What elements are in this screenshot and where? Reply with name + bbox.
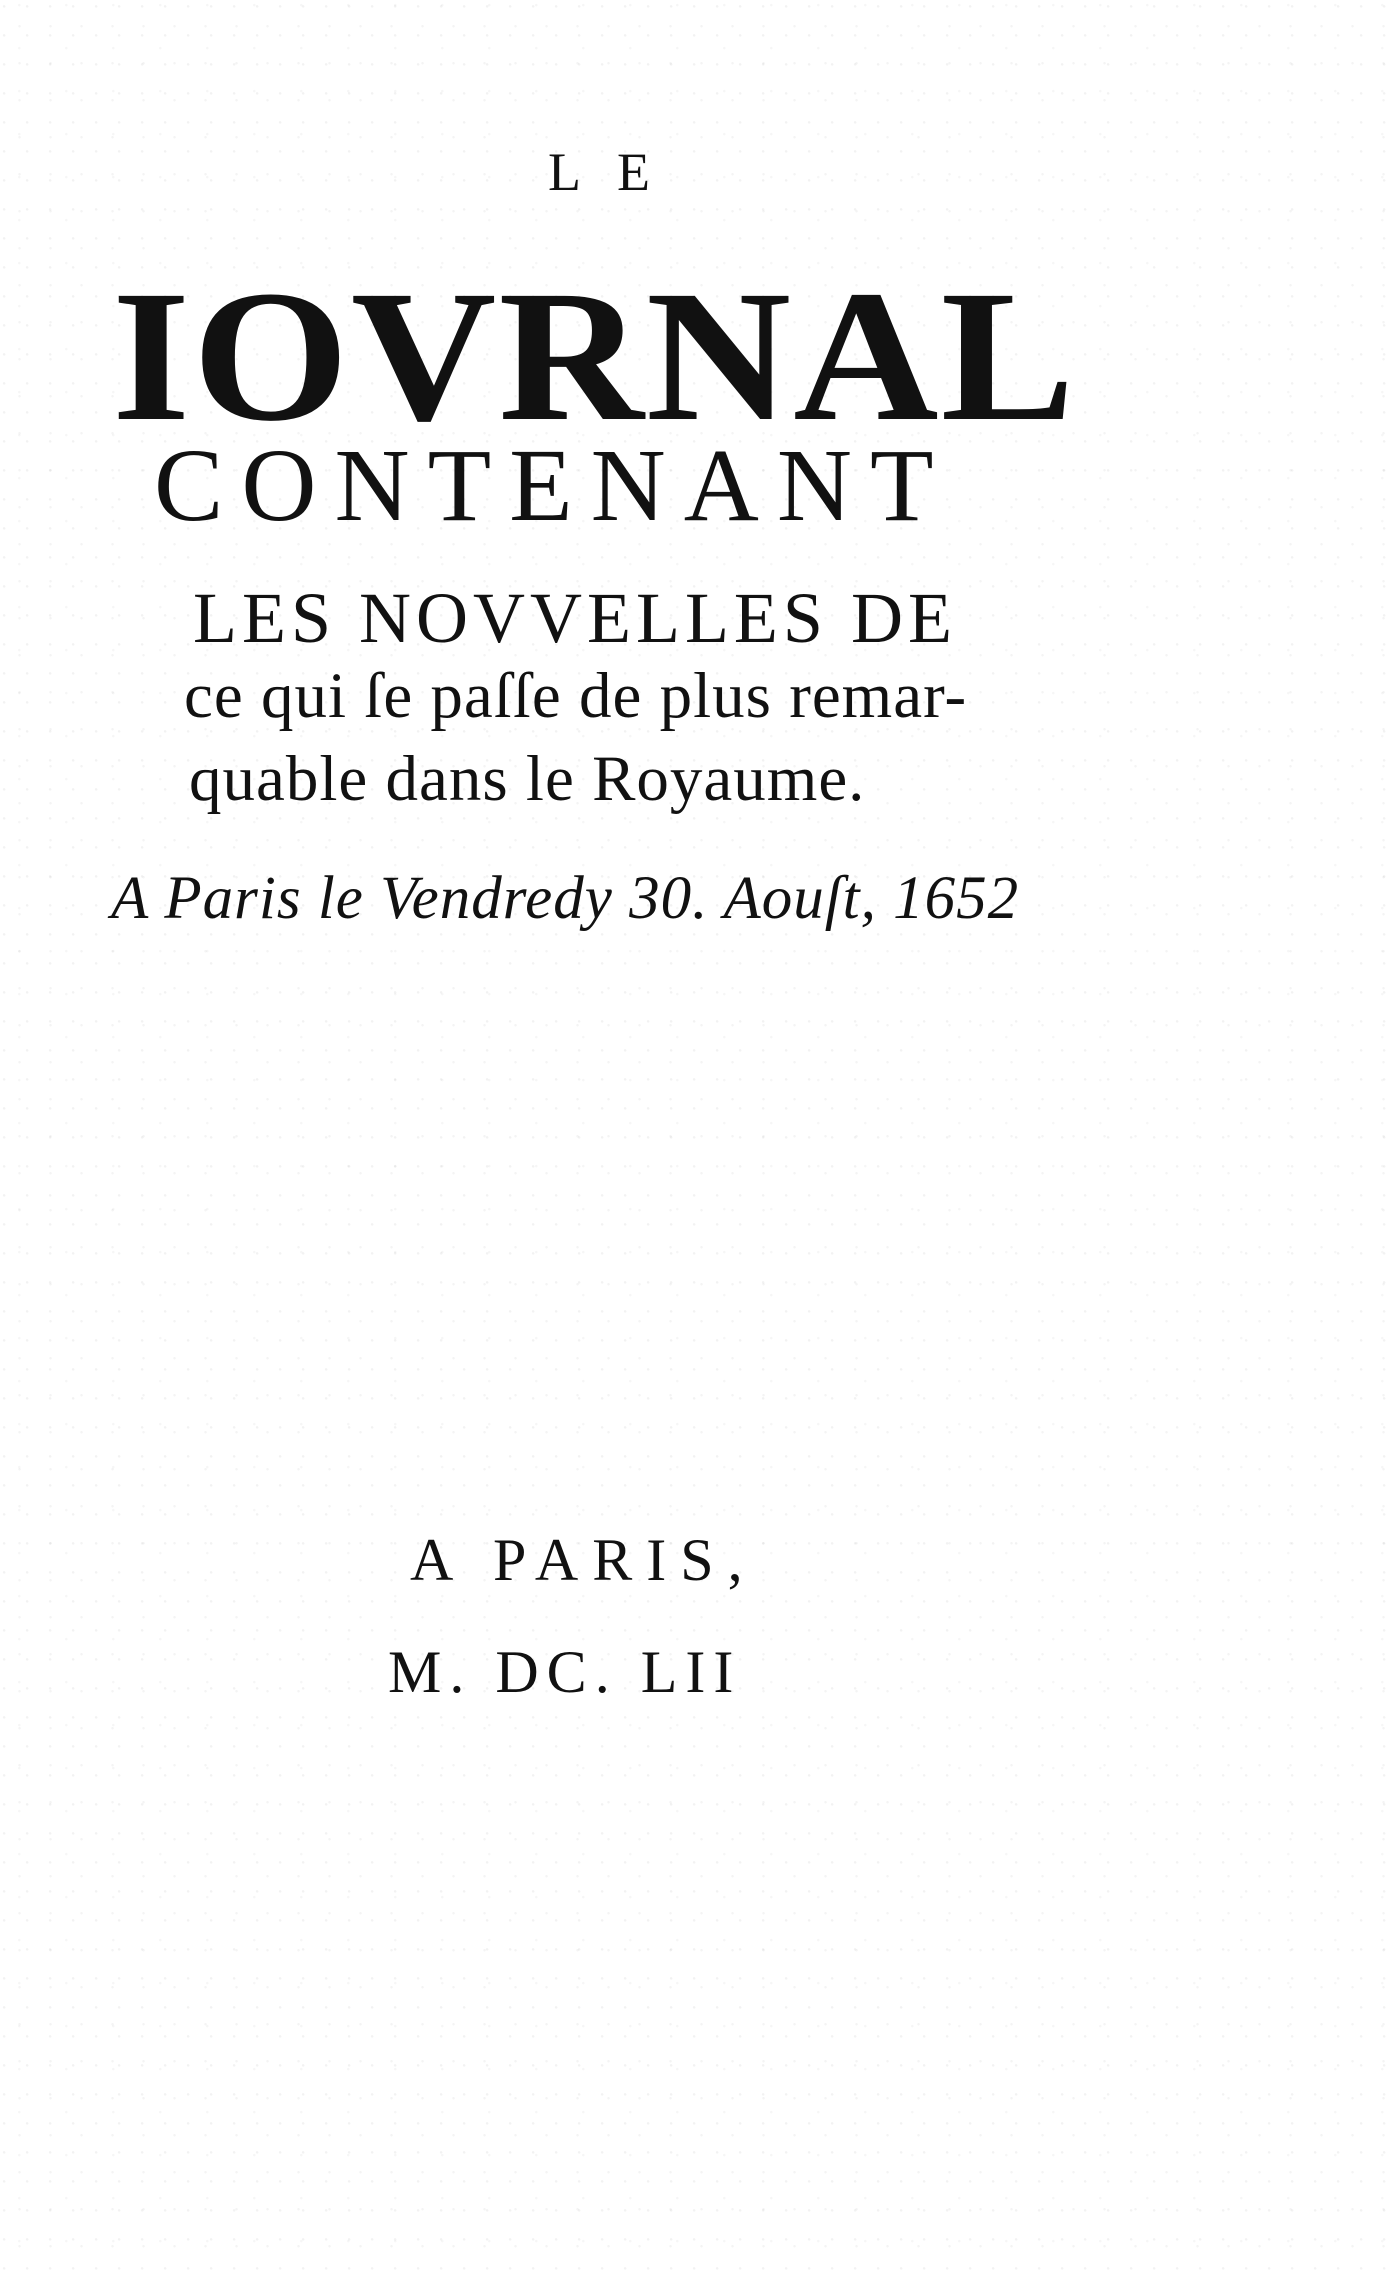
imprint-year: M. DC. LII bbox=[388, 1639, 742, 1705]
heading-small: LE bbox=[548, 142, 686, 202]
dateline: A Paris le Vendredy 30. Aouſt, 1652 bbox=[111, 865, 1020, 932]
heading-sub: CONTENANT bbox=[154, 428, 952, 543]
heading-main: IOVRNAL bbox=[112, 251, 1077, 460]
subtitle: LES NOVVELLES DE bbox=[193, 578, 957, 658]
description-line-2: quable dans le Royaume. bbox=[189, 743, 866, 815]
imprint-place: A PARIS, bbox=[410, 1527, 757, 1593]
description-line-1: ce qui ſe paſſe de plus remar- bbox=[184, 660, 968, 732]
